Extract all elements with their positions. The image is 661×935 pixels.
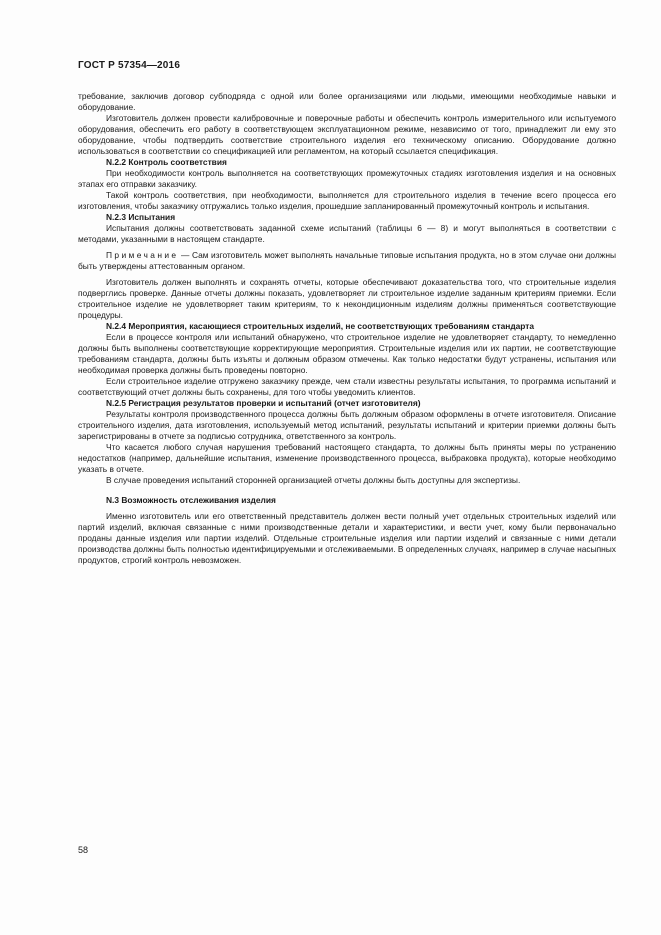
page-number: 58 xyxy=(78,845,89,855)
paragraph: Что касается любого случая нарушения требований настоящего стандарта, то должны быть приняты меры по устранению недостатков (например, дальнейшие испытания, изменение производственного процесса, выбраковка продукта), которые необходимо указать в отчете. xyxy=(78,442,616,474)
paragraph: Испытания должны соответствовать заданной схеме испытаний (таблицы 6 — 8) и могут выполняться в соответствии с методами, указанными в настоящем стандарте. xyxy=(78,223,616,244)
section-heading: N.3 Возможность отслеживания изделия xyxy=(106,495,276,505)
note-label: Примечание xyxy=(106,250,179,260)
paragraph: В случае проведения испытаний сторонней организацией отчеты должны быть доступны для экспертизы. xyxy=(106,475,521,485)
paragraph: Изготовитель должен провести калибровочные и поверочные работы и обеспечить контроль измерительного или испытуемого оборудования, обеспечить его работу в соответствующем эксплуатационном режиме, независимо от того, принадлежит ли ему это оборудование, чтобы подтвердить соответствие строительного изделия его техническому описанию. Оборудование должно использоваться в соответствии со спецификацией или регламентом, на который ссылается спецификация. xyxy=(78,113,616,156)
paragraph: Такой контроль соответствия, при необходимости, выполняется для строительного изделия в течение всего процесса его изготовления, чтобы заказчику отгружались только изделия, прошедшие запланированный промежуточный контроль и испытания. xyxy=(78,190,616,211)
section-heading: N.2.4 Мероприятия, касающиеся строительных изделий, не соответствующих требованиям стандарта xyxy=(106,321,535,331)
section-heading: N.2.5 Регистрация результатов проверки и испытаний (отчет изготовителя) xyxy=(106,398,421,408)
section-heading: N.2.2 Контроль соответствия xyxy=(106,157,227,167)
note xyxy=(78,250,616,272)
note-text: — Сам изготовитель может выполнять начальные типовые испытания продукта, но в этом случае они должны быть утверждены аттестованным органом. xyxy=(78,250,616,271)
paragraph: Если в процессе контроля или испытаний обнаружено, что строительное изделие не удовлетворяет стандарту, то немедленно должны быть выполнены соответствующие корректирующие мероприятия. Строительные изделия или их партии, не соответствующие требованиям стандарта, должны быть изъяты и должным образом отмечены. Как только недостатки будут устранены, испытания или необходимая проверка должны быть проведены повторно. xyxy=(78,332,616,375)
page-header-title: ГОСТ Р 57354—2016 xyxy=(78,60,181,71)
paragraph: При необходимости контроль выполняется на соответствующих промежуточных стадиях изготовления изделия и на основных этапах его отправки заказчику. xyxy=(78,168,616,189)
page-body xyxy=(78,91,616,566)
paragraph: Если строительное изделие отгружено заказчику прежде, чем стали известны результаты испытания, то программа испытаний и соответствующий отчет должны быть сохранены, для того чтобы уведомить клиентов. xyxy=(78,376,616,397)
paragraph: Именно изготовитель или его ответственный представитель должен вести полный учет отдельных строительных изделий или партий изделий, включая связанные с ними производственные детали и характеристики, и вести учет, кому были первоначально проданы данные изделия или партии изделий. Отдельные строительные изделия или партии изделий и связанные с ними детали производства должны быть полностью идентифицируемыми и отслеживаемыми. В определенных случаях, например в случае насыпных продуктов, строгий контроль невозможен. xyxy=(78,511,616,565)
paragraph: требование, заключив договор субподряда с одной или более организациями или людьми, имеющими необходимые навыки и оборудование. xyxy=(78,91,616,112)
section-heading: N.2.3 Испытания xyxy=(106,212,176,222)
paragraph: Результаты контроля производственного процесса должны быть должным образом оформлены в отчете изготовителя. Описание строительного изделия, дата изготовления, используемый метод испытаний, результаты испытаний и критерии приемки должны быть зарегистрированы в отчете за подписью сотрудника, ответственного за контроль. xyxy=(78,409,616,441)
paragraph: Изготовитель должен выполнять и сохранять отчеты, которые обеспечивают доказательства того, что строительные изделия подверглись проверке. Данные отчеты должны показать, удовлетворяет ли строительное изделие заданным критериям приемки. Если строительное изделие не удовлетворяет таким критериям, то к некондиционным изделиям должны применяться соответствующие процедуры. xyxy=(78,277,616,320)
